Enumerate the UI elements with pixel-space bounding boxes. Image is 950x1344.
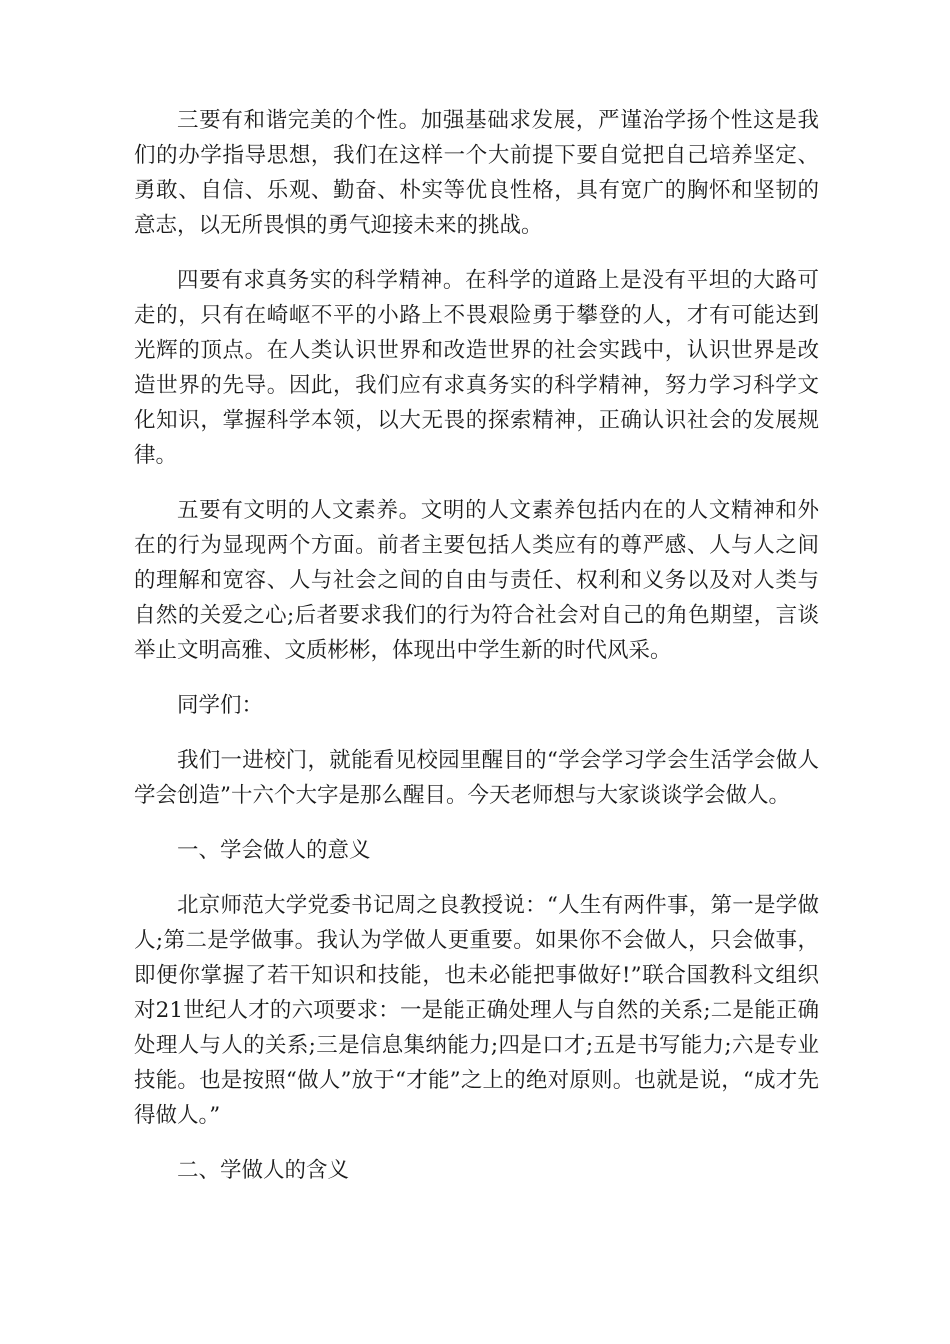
paragraph-humanities: 五要有文明的人文素养。文明的人文素养包括内在的人文精神和外在的行为显现两个方面。前者主要包括人类应有的尊严感、人与人之间的理解和宽容、人与社会之间的自由与责任、权利和义务以及对人类与自然的关爱之心;后者要求我们的行为符合社会对自己的角色期望，言谈举止文明高雅、文质彬彬，体现出中学生新的时代风采。 — [134, 498, 819, 663]
section-heading-definition: 二、学做人的含义 — [177, 1158, 350, 1183]
section-heading-meaning: 一、学会做人的意义 — [177, 838, 371, 863]
paragraph-school-motto: 我们一进校门，就能看见校园里醒目的“学会学习学会生活学会做人学会创造”十六个大字是那么醒目。今天老师想与大家谈谈学会做人。 — [134, 748, 819, 808]
document-page — [134, 103, 819, 1208]
salutation: 同学们： — [177, 693, 264, 718]
paragraph-science-spirit: 四要有求真务实的科学精神。在科学的道路上是没有平坦的大路可走的，只有在崎岖不平的小路上不畏艰险勇于攀登的人，才有可能达到光辉的顶点。在人类认识世界和改造世界的社会实践中，认识世界是改造世界的先导。因此，我们应有求真务实的科学精神，努力学习科学文化知识，掌握科学本领，以大无畏的探索精神，正确认识社会的发展规律。 — [134, 268, 819, 468]
paragraph-personality: 三要有和谐完美的个性。加强基础求发展，严谨治学扬个性这是我们的办学指导思想，我们在这样一个大前提下要自觉把自己培养坚定、勇敢、自信、乐观、勤奋、朴实等优良性格，具有宽广的胸怀和坚韧的意志，以无所畏惧的勇气迎接未来的挑战。 — [134, 108, 819, 238]
paragraph-quote: 北京师范大学党委书记周之良教授说：“人生有两件事，第一是学做人;第二是学做事。我认为学做人更重要。如果你不会做人，只会做事，即便你掌握了若干知识和技能，也未必能把事做好!”联合国教科文组织对21世纪人才的六项要求：一是能正确处理人与自然的关系;二是能正确处理人与人的关系;三是信息集纳能力;四是口才;五是书写能力;六是专业技能。也是按照“做人”放于“才能”之上的绝对原则。也就是说，“成才先得做人。” — [134, 893, 819, 1128]
